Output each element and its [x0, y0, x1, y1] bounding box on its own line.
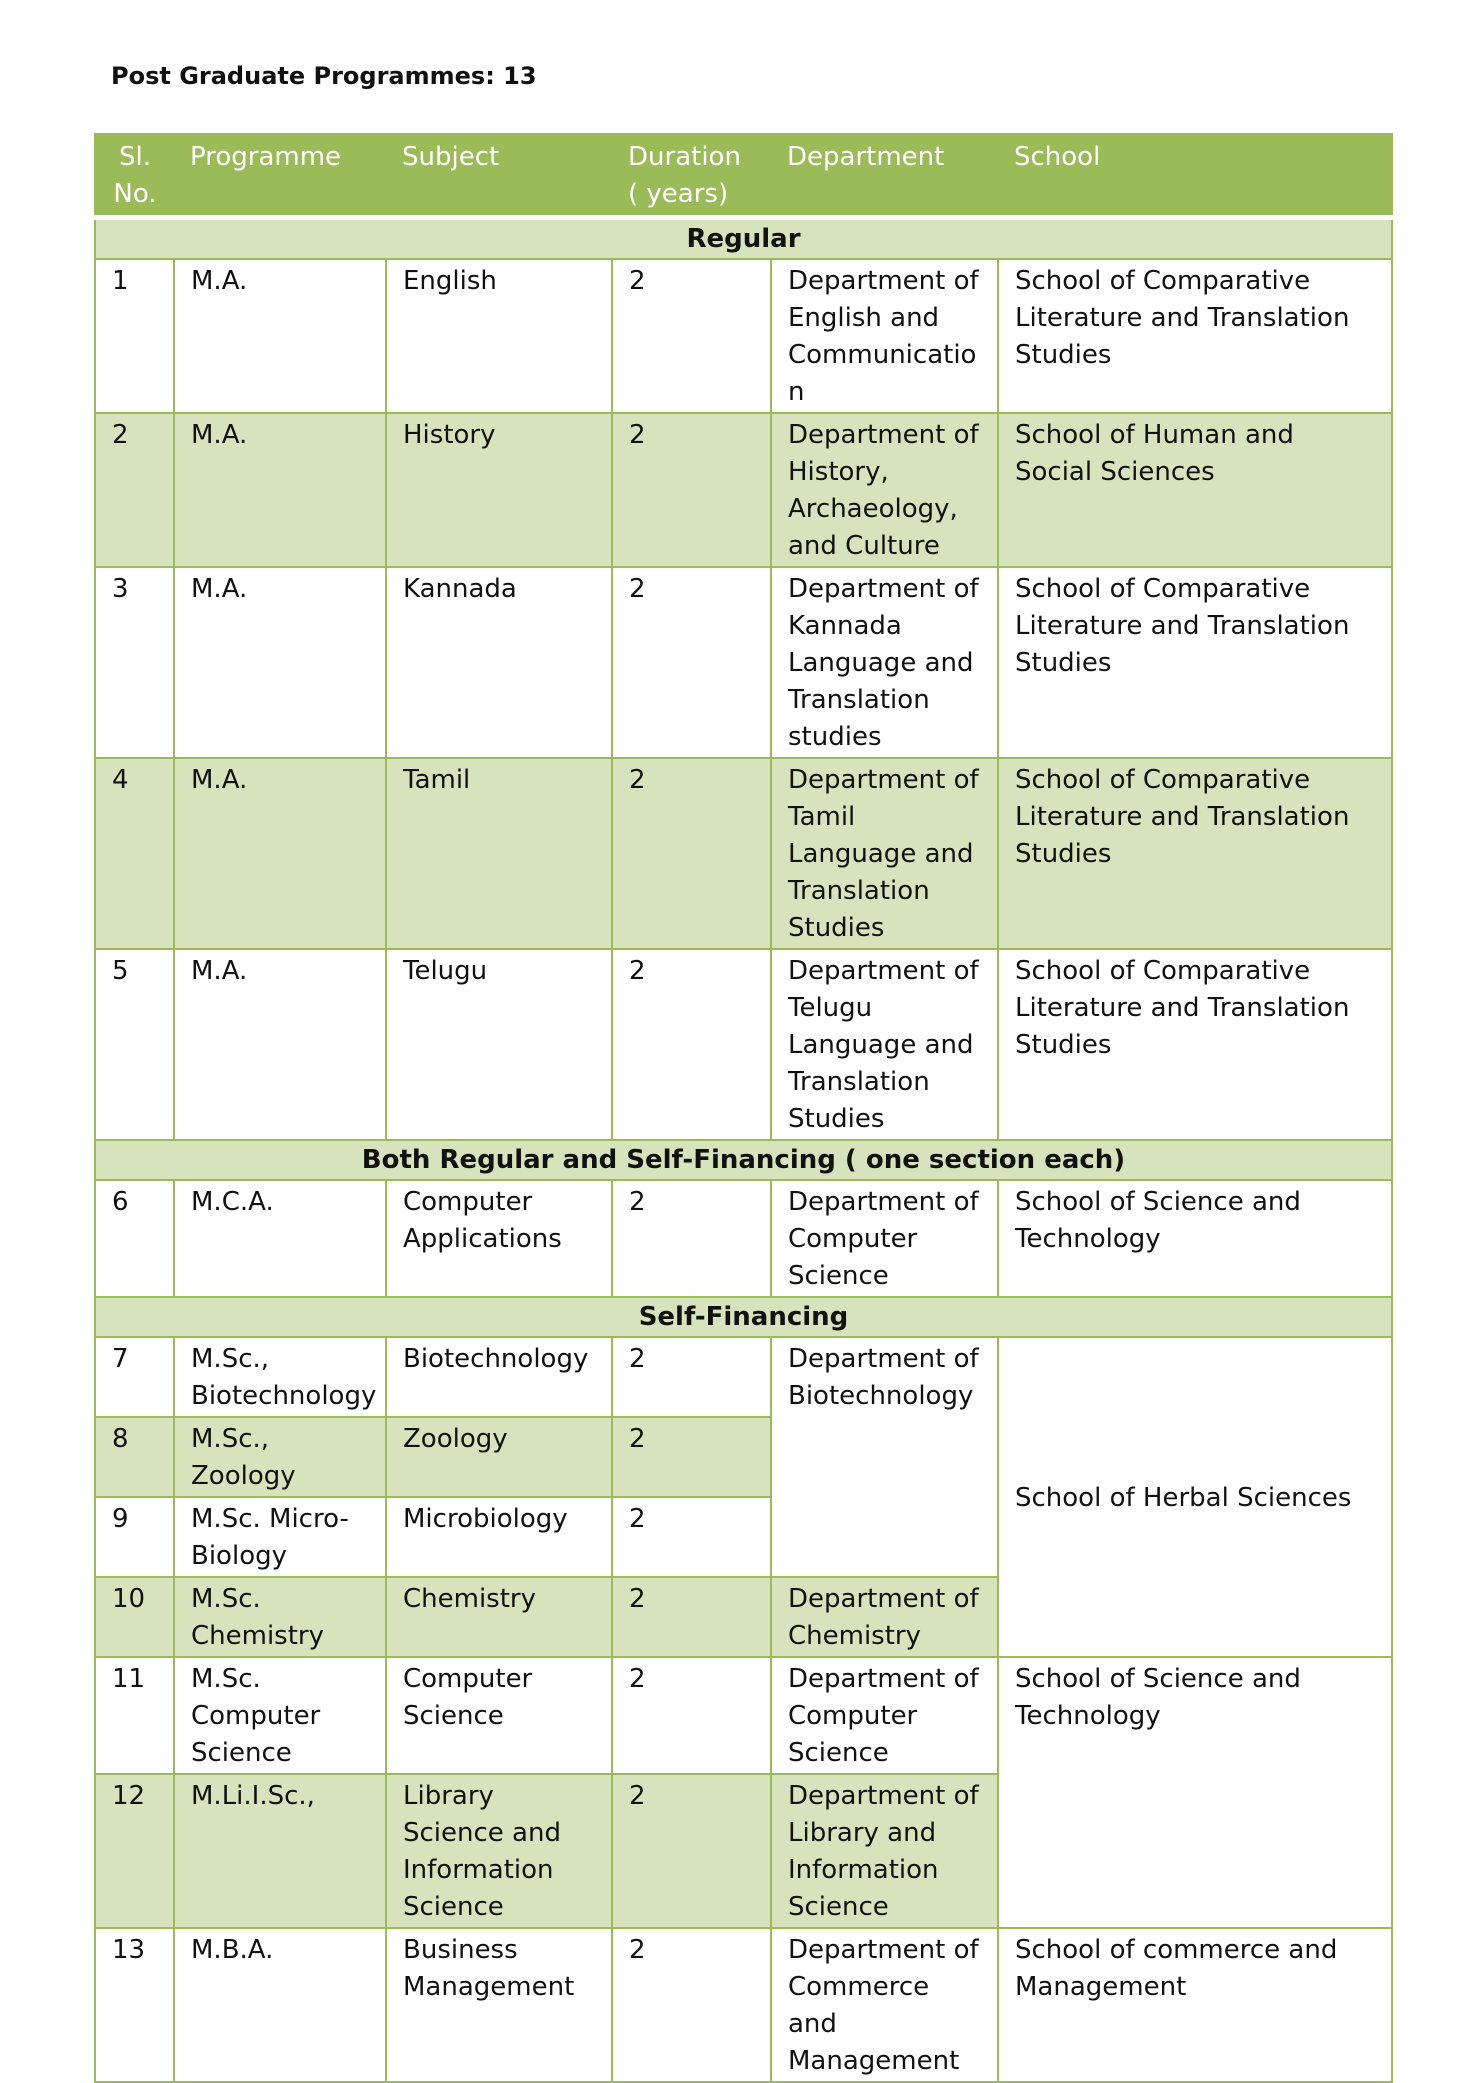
cell-subject: English	[386, 259, 612, 413]
cell-sl: 7	[95, 1337, 174, 1417]
cell-duration: 2	[612, 1337, 771, 1417]
cell-programme: M.B.A.	[174, 1928, 386, 2082]
cell-duration: 2	[612, 1497, 771, 1577]
section-label: Both Regular and Self-Financing ( one section each)	[95, 1140, 1392, 1180]
cell-sl: 9	[95, 1497, 174, 1577]
cell-duration: 2	[612, 1417, 771, 1497]
cell-department: Department of Tamil Language and Translation Studies	[771, 758, 998, 949]
cell-sl: 1	[95, 259, 174, 413]
cell-subject: Zoology	[386, 1417, 612, 1497]
cell-department: Department of History, Archaeology, and Culture	[771, 413, 998, 567]
cell-sl: 8	[95, 1417, 174, 1497]
cell-programme: M.Sc. Micro-Biology	[174, 1497, 386, 1577]
section-row-self-financing	[95, 1297, 1392, 1337]
cell-sl: 13	[95, 1928, 174, 2082]
cell-department: Department of Chemistry	[771, 1577, 998, 1657]
header-sl-no: Sl. No.	[95, 134, 174, 218]
section-label: Regular	[95, 218, 1392, 260]
cell-school: School of Science and Technology	[998, 1657, 1392, 1928]
cell-duration: 2	[612, 1774, 771, 1928]
cell-school: School of Comparative Literature and Translation Studies	[998, 259, 1392, 413]
cell-subject: Tamil	[386, 758, 612, 949]
cell-subject: Business Management	[386, 1928, 612, 2082]
cell-programme: M.Sc. Chemistry	[174, 1577, 386, 1657]
cell-sl: 3	[95, 567, 174, 758]
cell-school: School of Science and Technology	[998, 1180, 1392, 1297]
header-row	[95, 134, 1392, 218]
cell-school: School of Comparative Literature and Translation Studies	[998, 949, 1392, 1140]
cell-subject: Chemistry	[386, 1577, 612, 1657]
cell-programme: M.A.	[174, 758, 386, 949]
header-duration: Duration ( years)	[612, 134, 771, 218]
header-department: Department	[771, 134, 998, 218]
cell-school: School of Comparative Literature and Translation Studies	[998, 567, 1392, 758]
cell-department: Department of Kannada Language and Translation studies	[771, 567, 998, 758]
cell-sl: 4	[95, 758, 174, 949]
cell-subject: History	[386, 413, 612, 567]
cell-sl: 6	[95, 1180, 174, 1297]
cell-programme: M.Sc., Zoology	[174, 1417, 386, 1497]
cell-programme: M.A.	[174, 567, 386, 758]
cell-department: Department of Biotechnology	[771, 1337, 998, 1577]
cell-duration: 2	[612, 413, 771, 567]
cell-department: Department of Library and Information Science	[771, 1774, 998, 1928]
cell-subject: Biotechnology	[386, 1337, 612, 1417]
header-programme: Programme	[174, 134, 386, 218]
table-row	[95, 758, 1392, 949]
cell-programme: M.A.	[174, 259, 386, 413]
table-row	[95, 1180, 1392, 1297]
cell-sl: 2	[95, 413, 174, 567]
cell-duration: 2	[612, 758, 771, 949]
cell-school: School of commerce and Management	[998, 1928, 1392, 2082]
programmes-table	[94, 133, 1393, 2083]
cell-duration: 2	[612, 949, 771, 1140]
cell-duration: 2	[612, 1657, 771, 1774]
header-subject: Subject	[386, 134, 612, 218]
cell-department: Department of English and Communicatio n	[771, 259, 998, 413]
header-school: School	[998, 134, 1392, 218]
cell-duration: 2	[612, 1180, 771, 1297]
table-row	[95, 567, 1392, 758]
section-row-regular	[95, 218, 1392, 260]
page-title: Post Graduate Programmes: 13	[111, 62, 537, 90]
table-row	[95, 1928, 1392, 2082]
table-row	[95, 413, 1392, 567]
cell-subject: Library Science and Information Science	[386, 1774, 612, 1928]
cell-department: Department of Telugu Language and Translation Studies	[771, 949, 998, 1140]
cell-programme: M.Sc. Computer Science	[174, 1657, 386, 1774]
table-row	[95, 1657, 1392, 1774]
cell-department: Department of Computer Science	[771, 1180, 998, 1297]
cell-programme: M.Li.I.Sc.,	[174, 1774, 386, 1928]
section-label: Self-Financing	[95, 1297, 1392, 1337]
cell-department: Department of Computer Science	[771, 1657, 998, 1774]
cell-sl: 12	[95, 1774, 174, 1928]
cell-programme: M.A.	[174, 949, 386, 1140]
cell-subject: Telugu	[386, 949, 612, 1140]
cell-programme: M.C.A.	[174, 1180, 386, 1297]
cell-sl: 10	[95, 1577, 174, 1657]
cell-subject: Microbiology	[386, 1497, 612, 1577]
table-row	[95, 259, 1392, 413]
cell-subject: Computer Applications	[386, 1180, 612, 1297]
cell-programme: M.Sc., Biotechnology	[174, 1337, 386, 1417]
cell-programme: M.A.	[174, 413, 386, 567]
cell-duration: 2	[612, 567, 771, 758]
cell-school: School of Herbal Sciences	[998, 1337, 1392, 1657]
cell-department: Department of Commerce and Management	[771, 1928, 998, 2082]
section-row-both	[95, 1140, 1392, 1180]
table-row	[95, 949, 1392, 1140]
cell-sl: 5	[95, 949, 174, 1140]
table-row	[95, 1337, 1392, 1417]
cell-school: School of Human and Social Sciences	[998, 413, 1392, 567]
cell-duration: 2	[612, 259, 771, 413]
cell-subject: Kannada	[386, 567, 612, 758]
cell-subject: Computer Science	[386, 1657, 612, 1774]
cell-duration: 2	[612, 1928, 771, 2082]
cell-sl: 11	[95, 1657, 174, 1774]
cell-school: School of Comparative Literature and Translation Studies	[998, 758, 1392, 949]
cell-duration: 2	[612, 1577, 771, 1657]
